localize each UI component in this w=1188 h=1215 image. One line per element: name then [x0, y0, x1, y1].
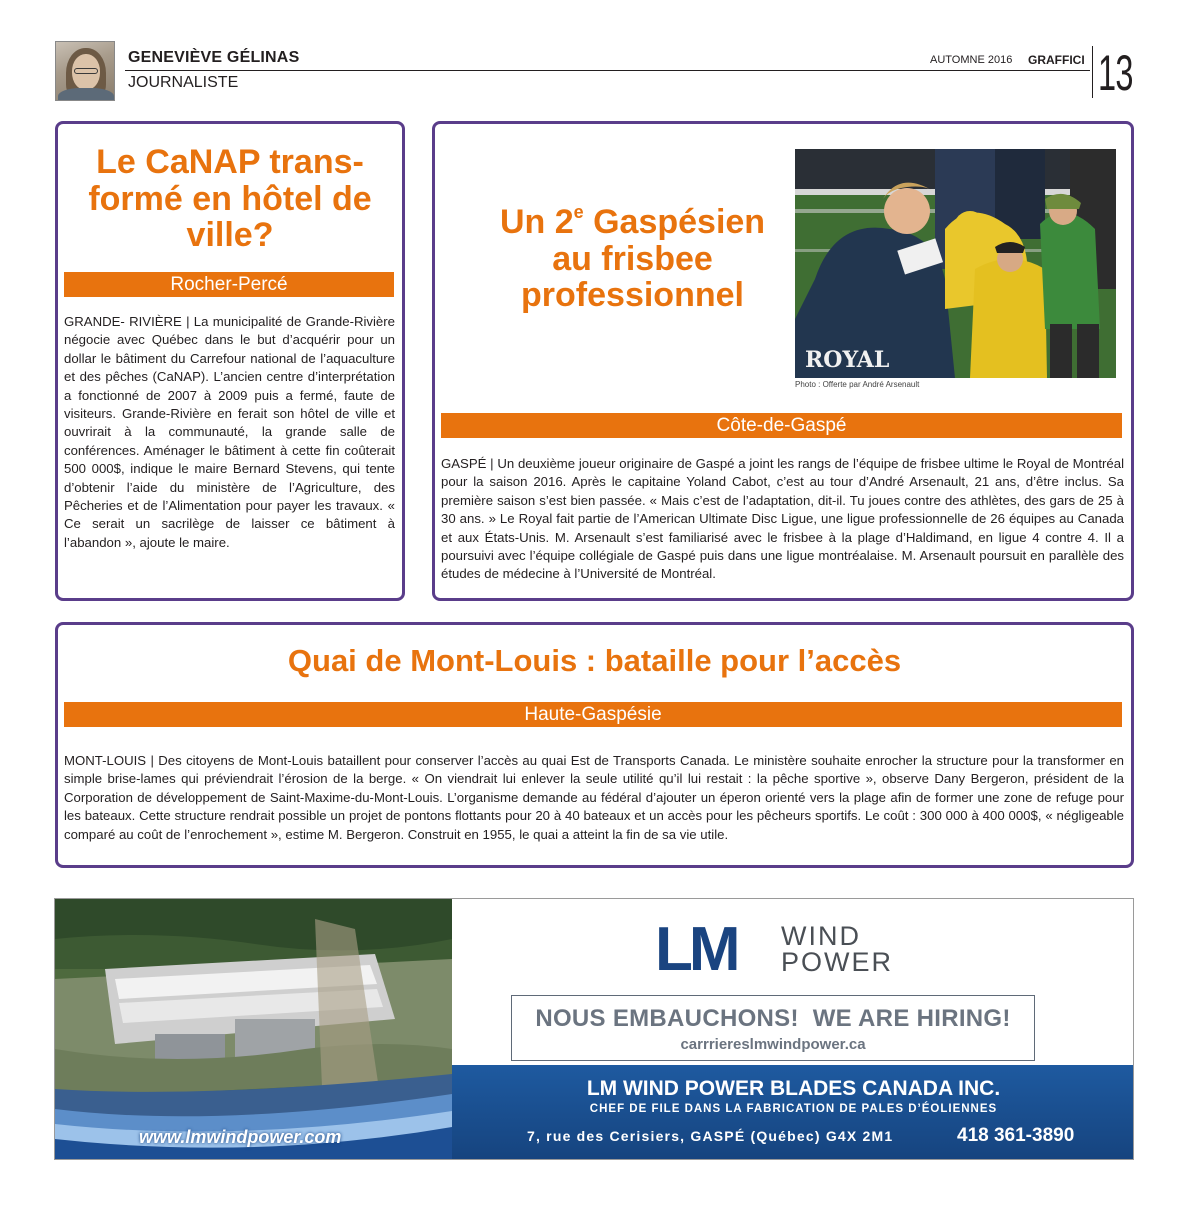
- author-photo: [55, 41, 115, 101]
- hiring-title: NOUS EMBAUCHONS! WE ARE HIRING!: [535, 1005, 1011, 1032]
- company-phone: 418 361-3890: [957, 1125, 1075, 1146]
- magazine-name: GRAFFICI: [1028, 53, 1085, 67]
- region-band-rocher-perce: Rocher-Percé: [64, 272, 394, 297]
- header-rule: [125, 70, 1090, 71]
- article-quai-body: MONT-LOUIS | Des citoyens de Mont-Louis bataillent pour conserver l’accès au quai Est de Transports Canada. Le ministère souhaite enrocher la structure pour la transformer en simple brise-lames qui préviendrait l’érosion de la berge. « On viendrait lui enlever la seule utilité qu’il lui restait : la pêche sportive », observe Dany Bergeron, président de la Corporation de développement de Saint-Maxime-du-Mont-Louis. L’organisme demande au fédéral d’ajouter un éperon orienté vers la plage afin de former une zone de refuge pour les bateaux. Cette structure rendrait possible un projet de pontons flottants pour 20 à 40 bateaux et un accès pour les pêcheurs sportifs. Le coût : 300 000 à 400 000$, « négligeable comparé au coût de l’enrochement », estime M. Bergeron. Construit en 1955, le quai a atteint la fin de sa vie utile.: [64, 753, 1124, 842]
- frisbee-player-photo: [795, 149, 1116, 378]
- header-divider: [1092, 46, 1093, 98]
- region-band-haute-gaspesie: Haute-Gaspésie: [64, 702, 1122, 727]
- hiring-banner: [511, 995, 1035, 1061]
- lm-wind-power-ad: [54, 898, 1134, 1160]
- issue-season: AUTOMNE 2016: [930, 54, 1013, 66]
- company-name: LM WIND POWER BLADES CANADA INC.: [586, 1077, 1001, 1100]
- company-tagline: CHEF DE FILE DANS LA FABRICATION DE PALES D’ÉOLIENNES: [589, 1103, 998, 1115]
- lm-wind-power-logo: LM WIND POWER: [655, 915, 894, 984]
- svg-text:ROYAL: ROYAL: [805, 347, 890, 373]
- company-address: 7, rue des Cerisiers, GASPÉ (Québec) G4X 2M1: [527, 1128, 894, 1144]
- factory-aerial-photo: [55, 899, 452, 1159]
- article-canap-headline: Le CaNAP trans- formé en hôtel de ville?: [88, 143, 372, 255]
- article-frisbee-headline: Un 2e Gaspésien au frisbee professionnel: [499, 202, 766, 315]
- company-info-band: [452, 1065, 1134, 1159]
- author-role: JOURNALISTE: [128, 74, 239, 91]
- lm-website-link[interactable]: www.lmwindpower.com: [139, 1127, 342, 1147]
- article-canap-body: GRANDE- RIVIÈRE | La municipalité de Grande-Rivière négocie avec Québec dans le but d’acquérir pour un dollar le bâtiment du Carrefour national de l’aquaculture et des pêches (CaNAP). L’ancien centre d’interprétation a fonctionné de 2007 à 2009 puis a fermé, faute de visiteurs. Grande-Rivière en ferait son hôtel de ville et ouvrirait à la communauté, la grande salle de conférences. Aménager le bâtiment à cette fin coûterait 500 000$, indique le maire Bernard Stevens, qui tente d’obtenir l’aide du ministère de l’Agriculture, des Pêcheries et de l’Alimentation pour payer les travaux. « Ce serait un sacrilège de laisser ce bâtiment à l’abandon », ajoute le maire.: [64, 314, 395, 550]
- region-band-cote-de-gaspe: Côte-de-Gaspé: [441, 413, 1122, 438]
- article-quai-headline: Quai de Mont-Louis : bataille pour l’accès: [287, 643, 902, 678]
- photo-credit: Photo : Offerte par André Arsenault: [795, 380, 920, 389]
- article-frisbee-body: GASPÉ | Un deuxième joueur originaire de Gaspé a joint les rangs de l’équipe de frisbee ultime le Royal de Montréal pour la saison 2016. Après le capitaine Yoland Cabot, c’est au tour d’André Arsenault, 21 ans, d’être inclus. Sa première saison s’est bien passée. « Mais c’est de l’adaptation, dit-il. Tu joues contre des athlètes, des gars de 25 à 30 ans. » Le Royal fait partie de l’American Ultimate Disc Ligue, une ligue professionnelle de 26 équipes au Canada et aux États-Unis. M. Arsenault s’est familiarisé avec le frisbee à la plage d’Haldimand, en ligue 4 contre 4. Il a poursuivi avec l’équipe collégiale de Gaspé puis dans une ligue montréalaise. M. Arsenault poursuit en parallèle des études de médecine à l’Université de Montréal.: [441, 456, 1124, 582]
- careers-link[interactable]: carrriereslmwindpower.ca: [680, 1036, 866, 1053]
- author-name: GENEVIÈVE GÉLINAS: [128, 49, 300, 66]
- page-number: 13: [1098, 45, 1133, 101]
